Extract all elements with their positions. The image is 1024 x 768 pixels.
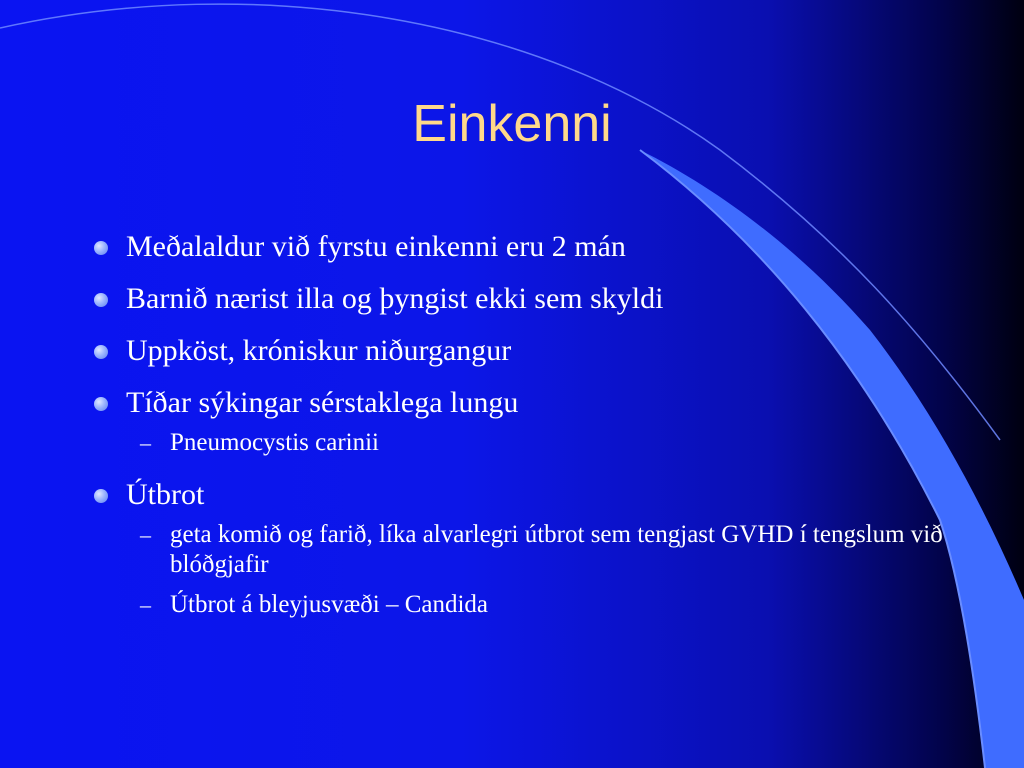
- bullet-list: [92, 228, 952, 638]
- sub-bullet-item: [92, 520, 952, 580]
- bullet-dot-icon: [94, 489, 108, 503]
- bullet-text: Barnið nærist illa og þyngist ekki sem skyldi: [126, 282, 664, 315]
- bullet-dot-icon: [94, 397, 108, 411]
- bullet-item: [92, 384, 952, 422]
- sub-bullet-text: geta komið og farið, líka alvarlegri útbrot sem tengjast GVHD í tengslum við blóðgjafir: [170, 521, 943, 578]
- bullet-item: [92, 476, 952, 514]
- bullet-item: [92, 280, 952, 318]
- sub-bullet-item: [92, 590, 952, 620]
- bullet-text: Tíðar sýkingar sérstaklega lungu: [126, 386, 519, 419]
- dash-icon: –: [140, 522, 151, 547]
- dash-icon: –: [140, 430, 151, 455]
- bullet-text: Meðalaldur við fyrstu einkenni eru 2 mán: [126, 230, 626, 263]
- dash-icon: –: [140, 592, 151, 617]
- bullet-dot-icon: [94, 345, 108, 359]
- bullet-text: Útbrot: [126, 478, 205, 511]
- bullet-item: [92, 332, 952, 370]
- bullet-text: Uppköst, króniskur niðurgangur: [126, 334, 512, 367]
- slide-title: Einkenni: [412, 95, 612, 153]
- bullet-dot-icon: [94, 241, 108, 255]
- sub-bullet-text: Pneumocystis carinii: [170, 429, 379, 456]
- sub-bullet-item: [92, 428, 952, 458]
- sub-bullet-text: Útbrot á bleyjusvæði – Candida: [170, 591, 489, 618]
- bullet-dot-icon: [94, 293, 108, 307]
- bullet-item: [92, 228, 952, 266]
